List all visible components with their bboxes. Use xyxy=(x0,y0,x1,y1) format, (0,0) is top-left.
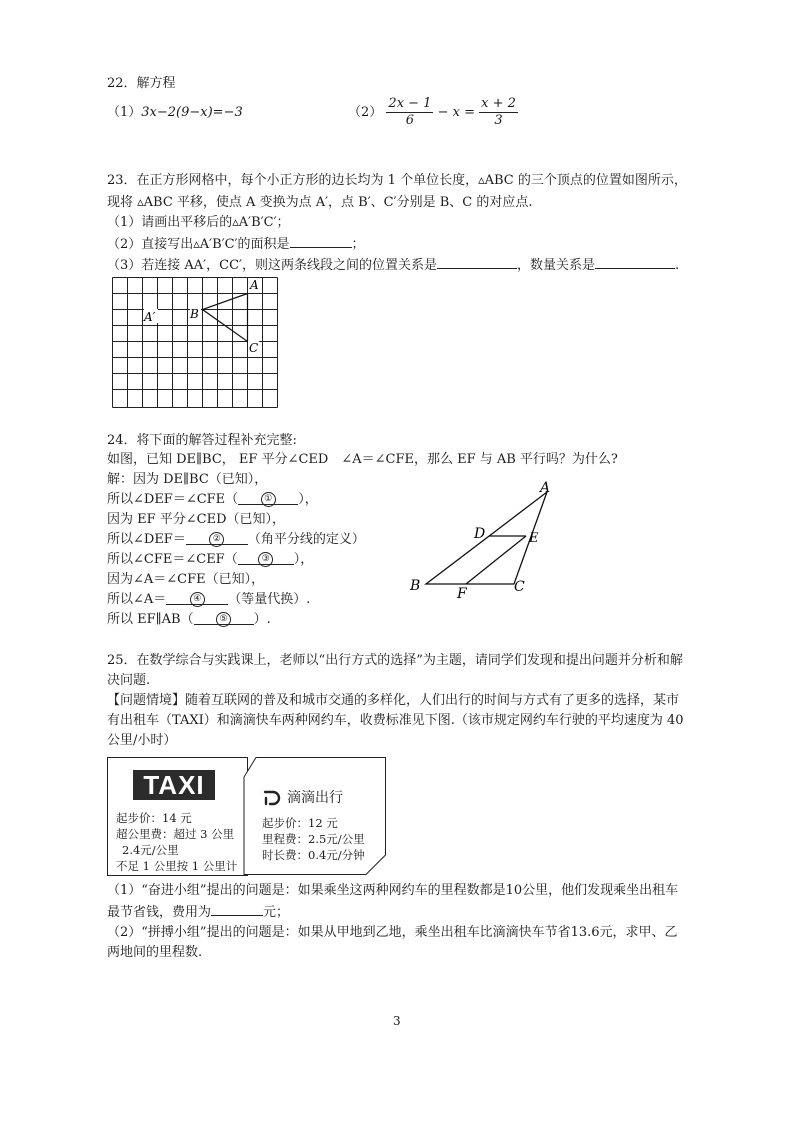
q25-part2-line2: 两地间的里程数. xyxy=(107,945,203,960)
q24-step6: 因为∠A＝∠CFE（已知）， xyxy=(107,572,265,587)
q22-fraction-right-denominator: 3 xyxy=(494,113,503,128)
grid-label-b: B xyxy=(190,307,199,321)
q23-line5-mid: ，数量关系是 xyxy=(516,258,595,273)
q22-fraction-left-numerator: 2x − 1 xyxy=(388,96,432,111)
q22-fraction-left xyxy=(386,96,433,129)
fig-label-b: B xyxy=(410,578,421,594)
q23-line5-text: （3）若连接 AA′，CC′，则这两条线段之间的位置关系是 xyxy=(107,258,437,273)
q22-p1-equation: 3x−2(9−x)=−3 xyxy=(141,105,243,120)
didi-logo-icon xyxy=(263,789,281,807)
q22-p1-label: （1） xyxy=(107,105,142,120)
didi-mileage-fee: 里程费：2.5元/公里 xyxy=(262,832,365,846)
q24-step5-text: 所以∠CFE＝∠CEF（ xyxy=(107,552,238,567)
taxi-rounding-rule: 不足 1 公里按 1 公里计 xyxy=(116,859,238,873)
q22-fraction-right xyxy=(479,96,518,129)
taxi-per-km: 2.4元/公里 xyxy=(122,843,179,857)
q25-line1: 25．在数学综合与实践课上，老师以“出行方式的选择”为主题，请同学们发现和提出问题并分析和解 xyxy=(107,653,683,668)
q25-line4: 有出租车（TAXI）和滴滴快车两种网约车，收费标准见下图.（该市规定网约车行驶的平均速度为 40 xyxy=(107,713,684,728)
taxi-price-card xyxy=(107,757,248,876)
q24-intro: 如图，已知 DE∥BC， EF 平分∠CED ∠A＝∠CFE，那么 EF 与 AB 平行吗？为什么? xyxy=(107,452,618,467)
q24-blank-4[interactable] xyxy=(166,591,228,605)
q23-line2: 现将 ▵ABC 平移，使点 A 变换为点 A′，点 B′、C′分别是 B、C 的对应点. xyxy=(107,195,533,210)
q24-step4 xyxy=(107,531,365,549)
q24-blank-5[interactable] xyxy=(194,611,254,625)
q22-p2-label: （2） xyxy=(348,105,383,120)
q23-line3: （1）请画出平移后的▵A′B′C′； xyxy=(107,215,290,230)
fig-label-f: F xyxy=(457,586,467,602)
taxi-start-price: 起步价：14 元 xyxy=(116,811,192,825)
q24-step7-end: （等量代换）. xyxy=(228,592,311,607)
mark-4: ④ xyxy=(190,592,205,607)
q22-fraction-left-denominator: 6 xyxy=(405,113,415,128)
q24-step2-text: 所以∠DEF＝∠CFE（ xyxy=(107,492,239,507)
q23-line1: 23．在正方形网格中，每个小正方形的边长均为 1 个单位长度，▵ABC 的三个顶点的位置如图所示， xyxy=(107,173,687,188)
q23-line4-end: ； xyxy=(351,237,365,252)
q23-quantity-blank[interactable] xyxy=(595,255,675,269)
q24-triangle-figure xyxy=(402,478,562,602)
grid-label-a: A xyxy=(250,278,259,292)
q23-position-blank[interactable] xyxy=(437,255,517,269)
q23-line4-text: （2）直接写出▵A′B′C′的面积是 xyxy=(107,237,290,252)
q24-step7-text: 所以∠A＝ xyxy=(107,592,167,607)
q25-part1-end: 元； xyxy=(263,905,290,920)
mark-1: ① xyxy=(261,492,276,507)
mark-5: ⑤ xyxy=(216,612,231,627)
q24-step2-end: ）， xyxy=(298,492,318,507)
triangle-abc xyxy=(203,294,248,342)
q24-title: 24．将下面的解答过程补充完整: xyxy=(107,433,297,448)
taxi-logo: TAXI xyxy=(133,770,215,800)
q25-part1-text: 最节省钱，费用为 xyxy=(107,905,212,920)
q25-part2-line1: （2）“拼搏小组”提出的问题是：如果从甲地到乙地，乘坐出租车比滴滴快车节省13.6元，求甲、乙 xyxy=(107,925,678,940)
mark-3: ③ xyxy=(258,552,273,567)
q25-part1-line1: （1）“奋进小组”提出的问题是：如果乘坐这两种网约车的里程数都是10公里，他们发现乘坐出租车 xyxy=(107,883,679,898)
q25-line2: 决问题. xyxy=(107,673,151,688)
q22-p2-middle: − x = xyxy=(437,105,475,120)
q24-step8-end: ）. xyxy=(253,612,271,627)
q22-part1 xyxy=(107,104,243,122)
q23-grid-figure xyxy=(112,277,278,408)
q24-blank-3[interactable] xyxy=(238,551,294,565)
q24-step1: 解：因为 DE∥BC（已知）， xyxy=(107,472,268,487)
page-number: 3 xyxy=(393,1014,401,1028)
fig-label-d: D xyxy=(474,526,486,542)
q24-step7 xyxy=(107,591,310,609)
q23-line5 xyxy=(107,255,679,275)
fig-label-c: C xyxy=(514,579,525,595)
didi-time-fee: 时长费：0.4元/分钟 xyxy=(262,848,365,862)
q24-step8 xyxy=(107,611,271,629)
q22-fraction-right-numerator: x + 2 xyxy=(481,96,516,111)
q22-part2 xyxy=(348,96,518,130)
q25-line5: 公里/小时） xyxy=(107,733,177,748)
mark-2: ② xyxy=(209,532,224,547)
q25-fee-blank[interactable] xyxy=(211,902,263,916)
q23-area-blank[interactable] xyxy=(290,234,352,248)
q24-step5-end: ）， xyxy=(293,552,314,567)
fig-label-e: E xyxy=(529,531,539,546)
grid-label-a-prime: A′ xyxy=(144,310,156,324)
q24-step5 xyxy=(107,551,313,569)
fig-label-a: A xyxy=(540,480,551,496)
q23-line4 xyxy=(107,234,365,254)
taxi-extra-fee: 超公里费：超过 3 公里 xyxy=(116,827,235,841)
q24-blank-2[interactable] xyxy=(186,531,248,545)
q24-blank-1[interactable] xyxy=(238,491,298,505)
q24-step4-end: （角平分线的定义） xyxy=(247,532,365,547)
q22-title: 22．解方程 xyxy=(107,76,176,91)
grid-label-c: C xyxy=(249,341,259,355)
didi-logo-text: 滴滴出行 xyxy=(287,790,343,806)
didi-start-price: 起步价：12 元 xyxy=(262,816,338,830)
q24-step2 xyxy=(107,491,318,509)
q25-line3: 【问题情境】随着互联网的普及和城市交通的多样化，人们出行的时间与方式有了更多的选择，某市 xyxy=(107,693,680,708)
q24-step3: 因为 EF 平分∠CED（已知）， xyxy=(107,512,286,527)
q25-part1-line2 xyxy=(107,902,289,922)
q23-line5-end: . xyxy=(675,258,680,273)
q24-step4-text: 所以∠DEF＝ xyxy=(107,532,186,547)
q24-step8-text: 所以 EF∥AB（ xyxy=(107,612,194,627)
